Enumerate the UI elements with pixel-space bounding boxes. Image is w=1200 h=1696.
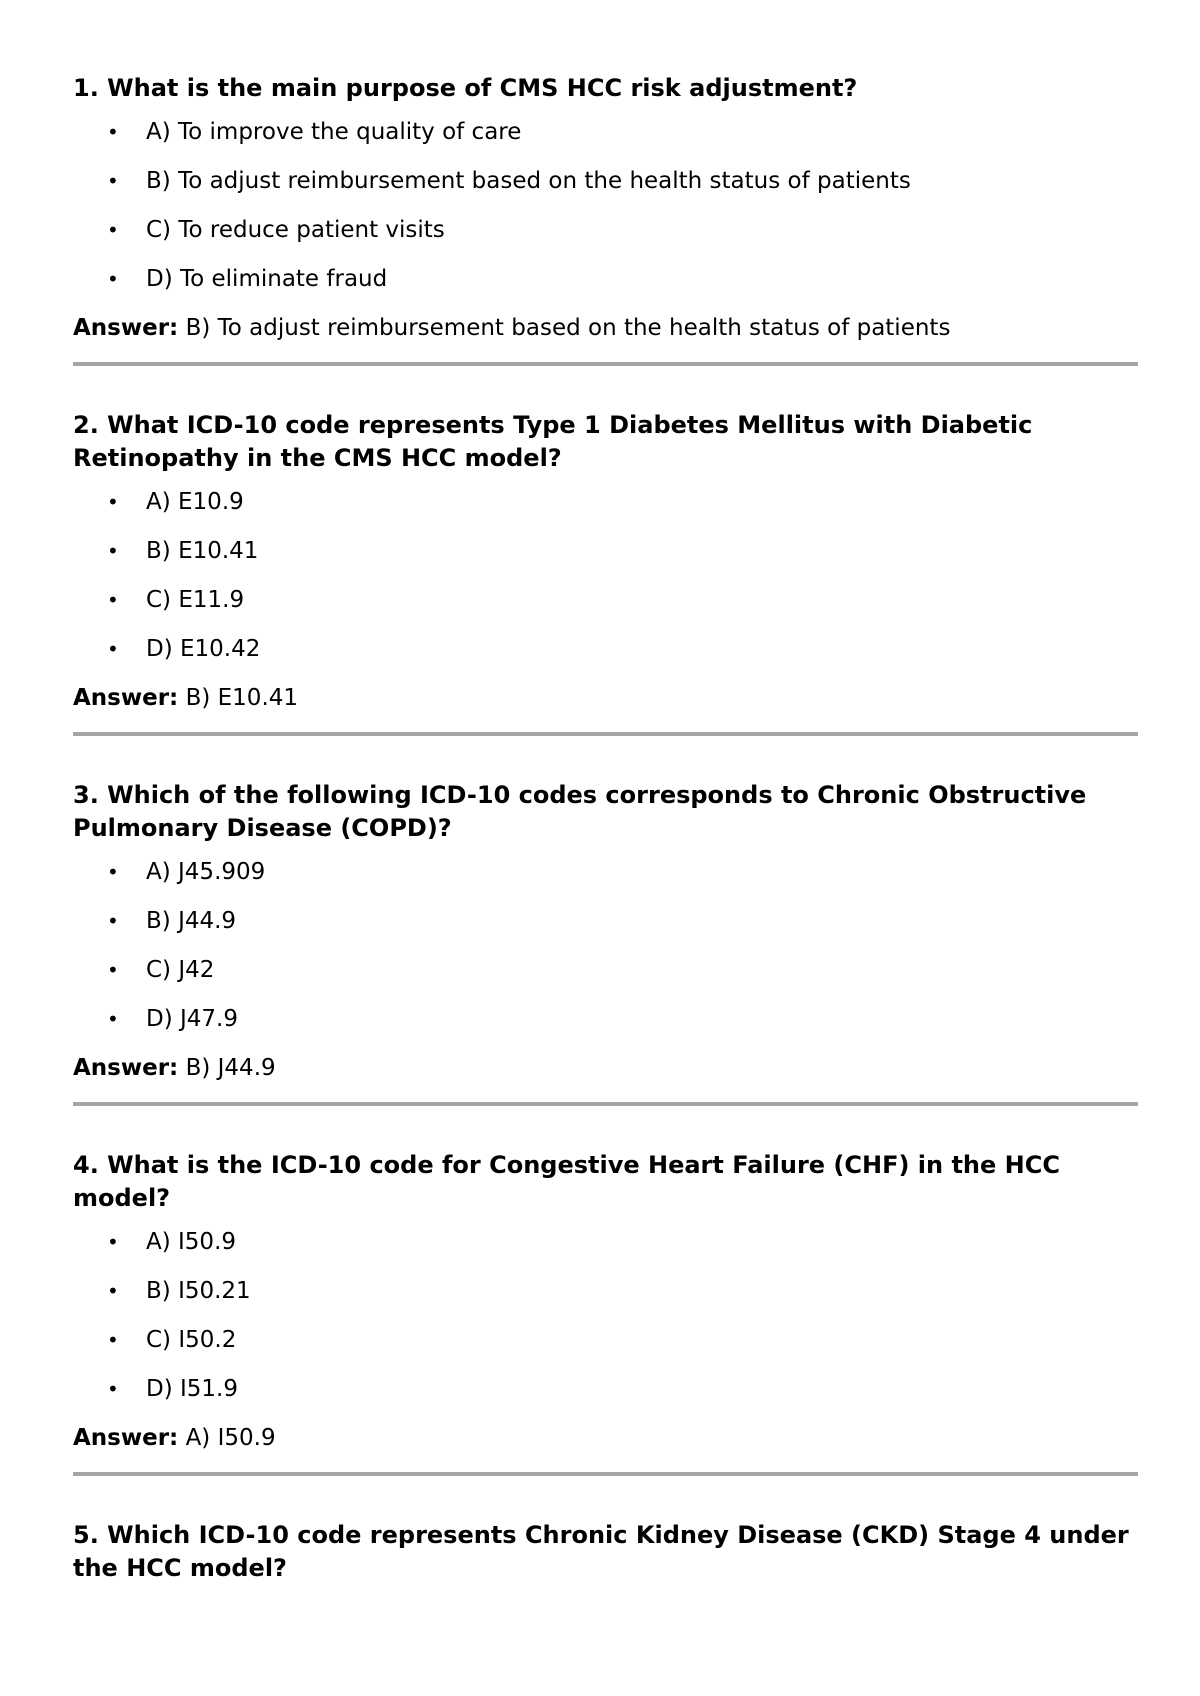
option-b	[73, 905, 1138, 938]
option-text: B) To adjust reimbursement based on the health status of patients	[146, 168, 911, 194]
option-text: A) J45.909	[146, 859, 266, 885]
option-list	[73, 856, 1138, 1036]
bullet-icon: •	[107, 218, 119, 242]
bullet-icon: •	[107, 909, 119, 933]
option-a	[73, 856, 1138, 889]
option-text: D) To eliminate fraud	[146, 266, 388, 292]
answer-line	[73, 1052, 1138, 1085]
bullet-icon: •	[107, 637, 119, 661]
option-text: A) I50.9	[146, 1229, 237, 1255]
option-a	[73, 116, 1138, 149]
option-text: B) J44.9	[146, 908, 237, 934]
bullet-icon: •	[107, 588, 119, 612]
answer-line	[73, 312, 1138, 345]
bullet-icon: •	[107, 267, 119, 291]
option-text: B) E10.41	[146, 538, 259, 564]
option-text: B) I50.21	[146, 1278, 251, 1304]
bullet-icon: •	[107, 490, 119, 514]
answer-label: Answer:	[73, 685, 179, 711]
question-title: 3. Which of the following ICD-10 codes corresponds to Chronic Obstructive Pulmonary Disease (COPD)?	[73, 781, 1087, 842]
option-b	[73, 1275, 1138, 1308]
option-b	[73, 535, 1138, 568]
question-title: 1. What is the main purpose of CMS HCC risk adjustment?	[73, 74, 858, 102]
quiz-document	[73, 72, 1138, 1596]
bullet-icon: •	[107, 958, 119, 982]
option-d	[73, 1003, 1138, 1036]
answer-label: Answer:	[73, 1055, 179, 1081]
bullet-icon: •	[107, 1328, 119, 1352]
option-text: D) J47.9	[146, 1006, 238, 1032]
option-list	[73, 116, 1138, 296]
option-list	[73, 1226, 1138, 1406]
option-text: C) To reduce patient visits	[146, 217, 445, 243]
option-a	[73, 1226, 1138, 1259]
bullet-icon: •	[107, 169, 119, 193]
divider	[73, 1472, 1138, 1476]
bullet-icon: •	[107, 1007, 119, 1031]
bullet-icon: •	[107, 1377, 119, 1401]
divider	[73, 362, 1138, 366]
option-b	[73, 165, 1138, 198]
question-1	[73, 72, 1138, 366]
question-5	[73, 1519, 1138, 1585]
option-text: D) I51.9	[146, 1376, 238, 1402]
option-text: C) I50.2	[146, 1327, 237, 1353]
question-title: 2. What ICD-10 code represents Type 1 Diabetes Mellitus with Diabetic Retinopathy in the CMS HCC model?	[73, 411, 1033, 472]
question-title: 5. Which ICD-10 code represents Chronic Kidney Disease (CKD) Stage 4 under the HCC model?	[73, 1521, 1129, 1582]
bullet-icon: •	[107, 1279, 119, 1303]
question-title: 4. What is the ICD-10 code for Congestive Heart Failure (CHF) in the HCC model?	[73, 1151, 1060, 1212]
option-text: A) To improve the quality of care	[146, 119, 522, 145]
answer-label: Answer:	[73, 315, 179, 341]
option-d	[73, 263, 1138, 296]
question-2	[73, 409, 1138, 736]
divider	[73, 732, 1138, 736]
option-text: C) E11.9	[146, 587, 245, 613]
question-4	[73, 1149, 1138, 1476]
option-c	[73, 584, 1138, 617]
option-text: D) E10.42	[146, 636, 261, 662]
option-d	[73, 633, 1138, 666]
answer-text: B) To adjust reimbursement based on the health status of patients	[185, 315, 951, 341]
answer-text: B) J44.9	[185, 1055, 276, 1081]
bullet-icon: •	[107, 539, 119, 563]
bullet-icon: •	[107, 1230, 119, 1254]
option-c	[73, 954, 1138, 987]
option-a	[73, 486, 1138, 519]
bullet-icon: •	[107, 860, 119, 884]
answer-text: A) I50.9	[185, 1425, 276, 1451]
answer-text: B) E10.41	[185, 685, 299, 711]
option-text: A) E10.9	[146, 489, 244, 515]
answer-label: Answer:	[73, 1425, 179, 1451]
divider	[73, 1102, 1138, 1106]
answer-line	[73, 682, 1138, 715]
question-3	[73, 779, 1138, 1106]
option-list	[73, 486, 1138, 666]
option-c	[73, 1324, 1138, 1357]
answer-line	[73, 1422, 1138, 1455]
option-d	[73, 1373, 1138, 1406]
bullet-icon: •	[107, 120, 119, 144]
option-c	[73, 214, 1138, 247]
option-text: C) J42	[146, 957, 215, 983]
